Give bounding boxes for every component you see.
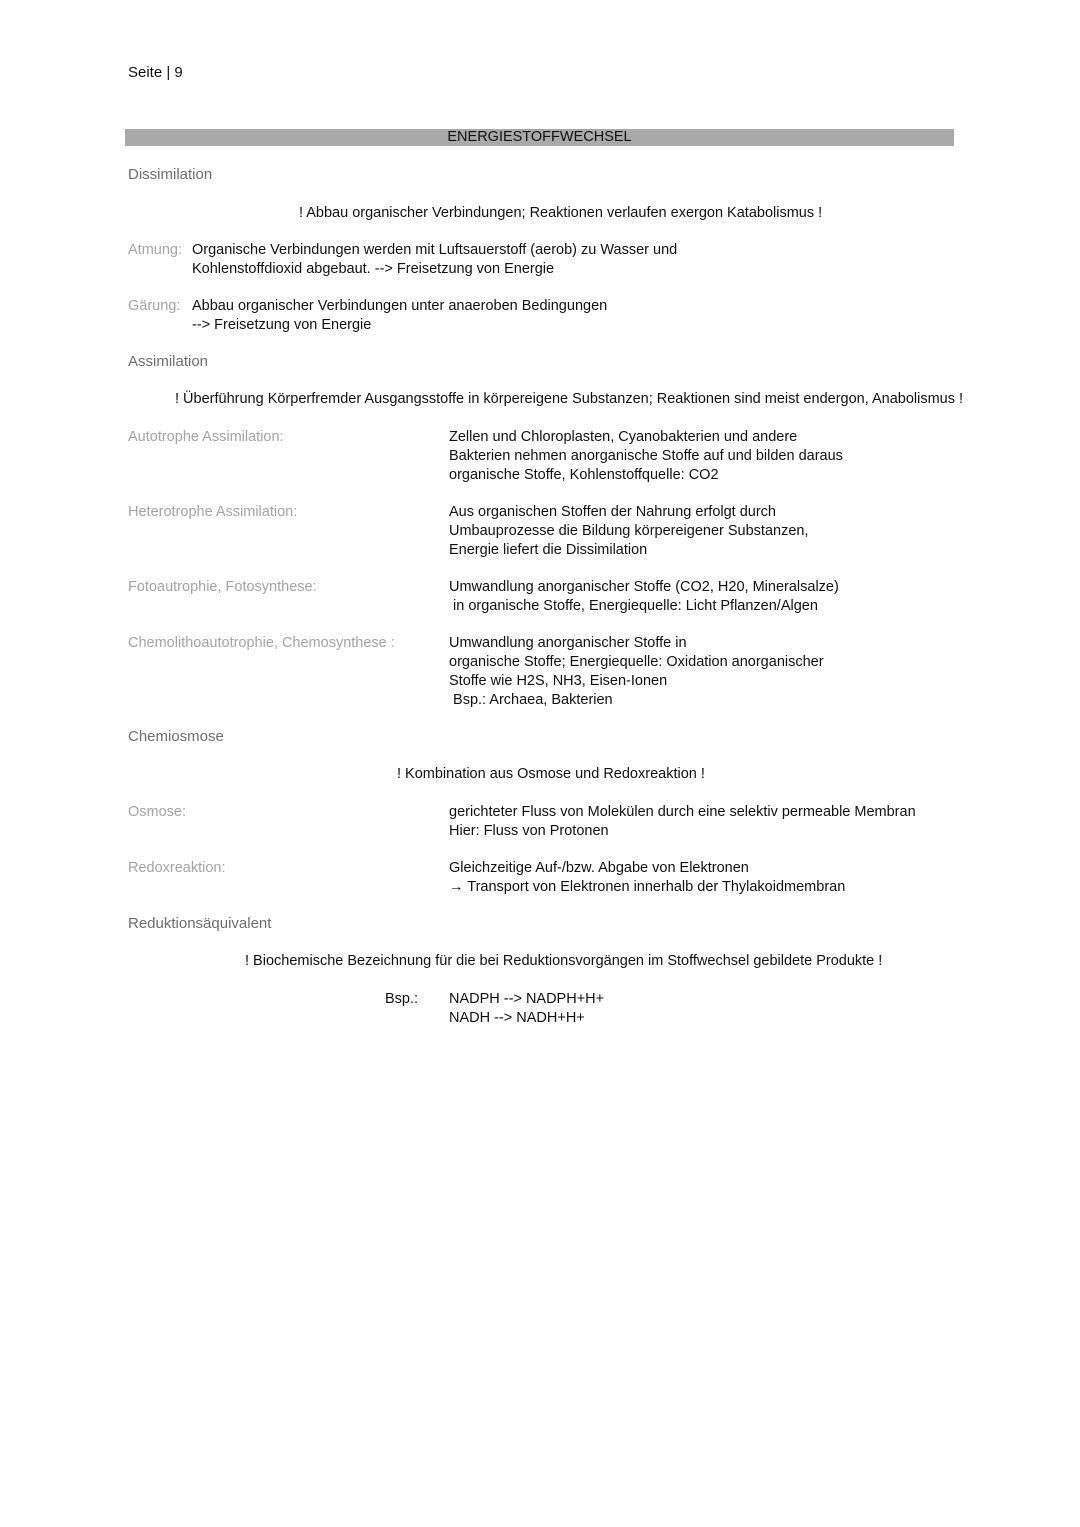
rule-reduktion: ! Biochemische Bezeichnung für die bei Reduktionsvorgängen im Stoffwechsel gebildete Produkte ! <box>245 953 883 969</box>
section-title: ENERGIESTOFFWECHSEL <box>447 129 632 145</box>
label-autotrophe: Autotrophe Assimilation: <box>128 429 284 445</box>
label-redoxreaktion: Redoxreaktion: <box>128 860 226 876</box>
label-osmose: Osmose: <box>128 804 187 820</box>
desc-heterotrophe: Aus organischen Stoffen der Nahrung erfolgt durch Umbauprozesse die Bildung körpereigener Substanzen, Energie liefert die Dissimilation <box>449 504 809 558</box>
heading-dissimilation: Dissimilation <box>128 166 213 183</box>
rule-chemiosmose: ! Kombination aus Osmose und Redoxreaktion ! <box>397 766 705 782</box>
desc-fotoautrophie: Umwandlung anorganischer Stoffe (CO2, H20, Mineralsalze) in organische Stoffe, Energiequelle: Licht Pflanzen/Algen <box>449 579 839 614</box>
desc-gaerung: Abbau organischer Verbindungen unter anaeroben Bedingungen --> Freisetzung von Energie <box>192 298 608 333</box>
desc-redoxreaktion: Gleichzeitige Auf-/bzw. Abgabe von Elektronen → Transport von Elektronen innerhalb der Thylakoidmembran <box>449 860 846 895</box>
label-heterotrophe: Heterotrophe Assimilation: <box>128 504 298 520</box>
example-reactions: NADPH --> NADPH+H+ NADH --> NADH+H+ <box>449 991 605 1026</box>
rule-assimilation: ! Überführung Körperfremder Ausgangsstoffe in körpereigene Substanzen; Reaktionen sind meist endergon, Anabolismus ! <box>175 391 964 407</box>
label-gaerung: Gärung: <box>128 298 181 314</box>
heading-chemiosmose: Chemiosmose <box>128 728 224 745</box>
desc-chemolitho: Umwandlung anorganischer Stoffe in organische Stoffe; Energiequelle: Oxidation anorganischer Stoffe wie H2S, NH3, Eisen-Ionen Bsp.: Archaea, Bakterien <box>449 635 824 708</box>
label-fotoautrophie: Fotoautrophie, Fotosynthese: <box>128 579 317 595</box>
label-chemolitho: Chemolithoautotrophie, Chemosynthese : <box>128 635 395 651</box>
heading-assimilation: Assimilation <box>128 353 209 370</box>
example-label: Bsp.: <box>385 991 419 1007</box>
label-atmung: Atmung: <box>128 242 182 258</box>
desc-autotrophe: Zellen und Chloroplasten, Cyanobakterien und andere Bakterien nehmen anorganische Stoffe auf und bilden daraus organische Stoffe, Kohlenstoffquelle: CO2 <box>449 429 843 483</box>
rule-dissimilation: ! Abbau organischer Verbindungen; Reaktionen verlaufen exergon Katabolismus ! <box>299 205 823 221</box>
page-number: Seite | 9 <box>128 64 183 81</box>
desc-atmung: Organische Verbindungen werden mit Luftsauerstoff (aerob) zu Wasser und Kohlenstoffdioxid abgebaut. --> Freisetzung von Energie <box>192 242 678 277</box>
heading-reduktion: Reduktionsäquivalent <box>128 915 272 932</box>
desc-osmose: gerichteter Fluss von Molekülen durch eine selektiv permeable Membran Hier: Fluss von Protonen <box>449 804 916 839</box>
